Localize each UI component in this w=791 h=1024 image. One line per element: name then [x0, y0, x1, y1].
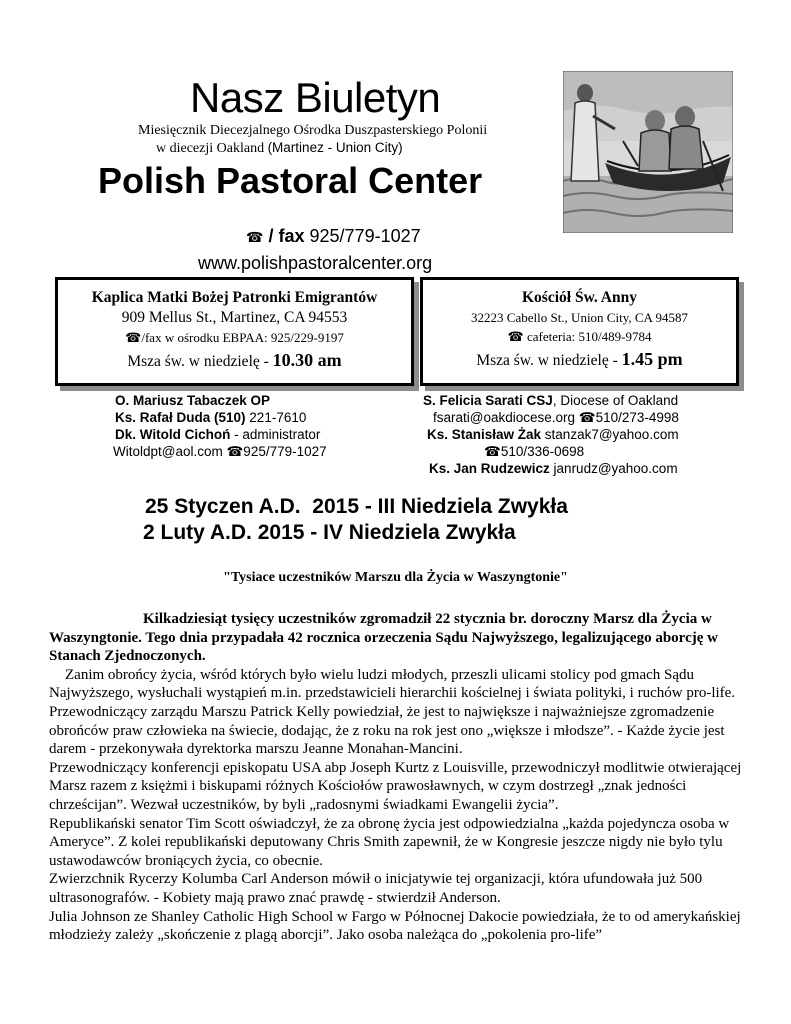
clergy-detail: , Diocese of Oakland	[552, 393, 679, 408]
diocese-text: w diecezji Oakland	[156, 141, 265, 156]
mass-label: Msza św. w niedzielę -	[476, 352, 618, 369]
clergy-line	[115, 392, 327, 409]
article-paragraph: Republikański senator Tim Scott oświadczył, że za obronę życia jest odpowiedzialna „każda pojedyncza osoba w Ameryce”. Z kolei republikański deputowany Chris Smith zapewnił, że w Kongresie jeszcze nigdy nie było tylu ustawodawców broniących życia, co obecnie.	[49, 815, 730, 869]
clergy-detail: ☎510/336-0698	[484, 444, 585, 459]
church-info-box	[420, 277, 739, 386]
clergy-list-right	[423, 392, 679, 477]
liturgical-dates	[145, 494, 568, 546]
church-address: 32223 Cabello St., Union City, CA 94587	[471, 310, 688, 325]
article-paragraph: Zanim obrońcy życia, wśród których było wielu ludzi młodych, przeszli ulicami stolicy pod gmach Sądu Najwyższego, wysłuchali wystąpień m.in. przedstawicieli hierarchii kościelnej i świata polityki, i ruchów pro-life.	[49, 666, 736, 702]
mass-label: Msza św. w niedzielę -	[127, 353, 269, 370]
clergy-line	[484, 443, 679, 460]
article-lead: Kilkadziesiąt tysięcy uczestników zgromadził 22 stycznia br. doroczny Marsz dla Życia w Waszyngtonie. Tego dnia przypadała 42 rocznica orzeczenia Sądu Najwyższego, legalizującego aborcję w Stanach Zjednoczonych.	[49, 611, 718, 665]
phone-icon: ☎	[125, 330, 142, 345]
article-paragraph: Zwierzchnik Rycerzy Kolumba Carl Anderson mówił o inicjatywie tej organizacji, która ufundowała już 500 ultrasonografów. - Kobiety mają prawo znać prawdę - stwierdził Anderson.	[49, 871, 703, 906]
article-body	[49, 610, 759, 945]
center-name: Polish Pastoral Center	[98, 160, 483, 201]
clergy-detail: fsarati@oakdiocese.org ☎510/273-4998	[433, 410, 679, 425]
clergy-line	[115, 409, 327, 426]
clergy-detail: janrudz@yahoo.com	[549, 461, 678, 476]
date-line-1: 25 Styczen A.D. 2015 - III Niedziela Zwykła	[145, 495, 568, 518]
mass-time: 1.45 pm	[621, 349, 683, 369]
boat-christ-apostles-illustration	[563, 71, 733, 233]
clergy-name: O. Mariusz Tabaczek OP	[115, 393, 271, 408]
clergy-line	[113, 443, 327, 460]
chapel-phone-text: /fax w ośrodku EBPAA: 925/229-9197	[141, 330, 344, 345]
clergy-detail: - administrator	[230, 427, 321, 442]
church-phone	[423, 329, 736, 345]
clergy-detail: stanzak7@yahoo.com	[541, 427, 679, 442]
article-paragraph: Julia Johnson ze Shanley Catholic High School w Fargo w Północnej Dakocie powiedziała, że to od amerykańskiej młodzieży zależy „skończenie z plagą aborcji”. Jako osoba należąca do „pokolenia pro-life”	[49, 908, 741, 944]
church-phone-text: cafeteria: 510/489-9784	[526, 329, 652, 344]
clergy-line	[115, 426, 327, 443]
bulletin-title: Nasz Biuletyn	[190, 74, 441, 121]
city-text: (Martinez - Union City)	[267, 140, 403, 155]
clergy-line	[429, 460, 679, 477]
clergy-line	[427, 426, 679, 443]
bulletin-subtitle-diocese	[156, 140, 403, 157]
chapel-mass-time	[58, 350, 411, 371]
mass-time: 10.30 am	[272, 350, 342, 370]
clergy-line	[433, 409, 679, 426]
chapel-address: 909 Mellus St., Martinez, CA 94553	[121, 309, 348, 326]
article-paragraph: Przewodniczący konferencji episkopatu USA abp Joseph Kurtz z Louisville, przewodniczył modlitwie otwierającej Marsz razem z księżmi i biskupami różnych Kościołów prawosławnych, w czym dostrzegł „znak jedności chrześcijan”. Wezwał uczestników, by byli „radosnymi świadkami Ewangelii życia”.	[49, 759, 742, 813]
clergy-detail: Witoldpt@aol.com ☎925/779-1027	[113, 444, 327, 459]
chapel-name: Kaplica Matki Bożej Patronki Emigrantów	[91, 289, 378, 306]
church-mass-time	[423, 349, 736, 370]
article-title: "Tysiace uczestników Marszu dla Życia w Waszyngtonie"	[223, 570, 568, 585]
church-name: Kościół Św. Anny	[522, 289, 637, 306]
clergy-list-left	[115, 392, 327, 460]
clergy-name: Ks. Jan Rudzewicz	[429, 461, 550, 476]
phone-icon: ☎	[246, 229, 264, 245]
phone-icon: ☎	[507, 329, 524, 344]
clergy-name: Ks. Stanisław Żak	[427, 427, 542, 442]
center-phone	[246, 226, 421, 247]
website-link[interactable]: www.polishpastoralcenter.org	[198, 253, 433, 273]
bulletin-subtitle: Miesięcznik Diecezjalnego Ośrodka Duszpasterskiego Polonii	[138, 123, 488, 138]
date-line-2: 2 Luty A.D. 2015 - IV Niedziela Zwykła	[143, 521, 516, 544]
phone-label: / fax	[268, 226, 305, 246]
chapel-info-box	[55, 277, 414, 386]
clergy-line	[423, 392, 679, 409]
article-paragraph: Przewodniczący zarządu Marszu Patrick Kelly powiedział, że jest to największe i najważniejsze zgromadzenie obrońców praw człowieka na świecie, dodając, że z roku na rok jest ono „większe i młodsze”. - Każde życie jest darem - przekonywała dyrektorka marszu Jeanne Monahan-Mancini.	[49, 703, 725, 758]
clergy-name: Dk. Witold Cichoń	[115, 427, 231, 442]
phone-number: 925/779-1027	[309, 226, 421, 246]
clergy-name: S. Felicia Sarati CSJ	[423, 393, 553, 408]
chapel-phone	[58, 330, 411, 346]
clergy-name: Ks. Rafał Duda (510)	[115, 410, 246, 425]
clergy-detail: 221-7610	[245, 410, 307, 425]
